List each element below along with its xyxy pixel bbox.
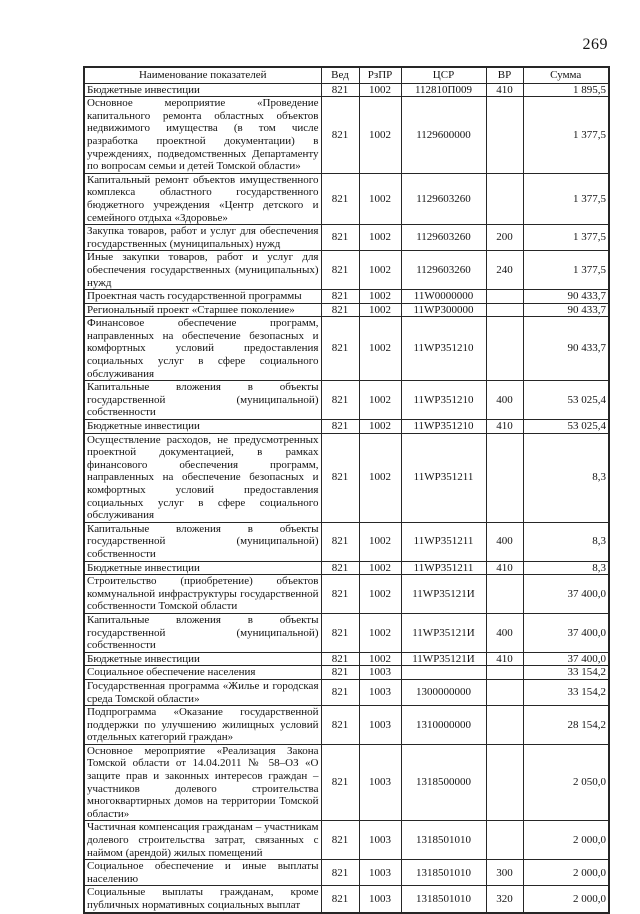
cell-summa: 2 050,0 <box>523 744 609 821</box>
cell-name: Строительство (приобретение) объектов коммунальной инфраструктуры государственной собственности Томской области <box>84 575 321 614</box>
cell-name: Бюджетные инвестиции <box>84 561 321 575</box>
cell-ved: 821 <box>321 225 359 251</box>
cell-vr <box>486 706 523 745</box>
table-header <box>84 67 609 83</box>
cell-vr: 410 <box>486 420 523 434</box>
cell-ved: 821 <box>321 666 359 680</box>
cell-rzpr: 1003 <box>359 821 401 860</box>
cell-csr: 11WP300000 <box>401 303 486 317</box>
cell-vr: 410 <box>486 652 523 666</box>
cell-rzpr: 1002 <box>359 433 401 522</box>
cell-summa: 2 000,0 <box>523 860 609 886</box>
cell-name: Бюджетные инвестиции <box>84 420 321 434</box>
cell-rzpr: 1003 <box>359 886 401 913</box>
table-row <box>84 821 609 860</box>
table-row <box>84 317 609 381</box>
cell-vr <box>486 679 523 705</box>
cell-csr: 11WP35121И <box>401 613 486 652</box>
cell-name: Финансовое обеспечение программ, направленных на обеспечение безопасных и комфортных условий предоставления социальных услуг в сфере социального обслуживания <box>84 317 321 381</box>
table-row <box>84 860 609 886</box>
cell-ved: 821 <box>321 317 359 381</box>
cell-vr: 400 <box>486 381 523 420</box>
cell-rzpr: 1002 <box>359 225 401 251</box>
cell-name: Подпрограмма «Оказание государственной поддержки по улучшению жилищных условий отдельных категорий граждан» <box>84 706 321 745</box>
table-row <box>84 433 609 522</box>
cell-summa: 37 400,0 <box>523 575 609 614</box>
cell-ved: 821 <box>321 679 359 705</box>
cell-csr: 1129603260 <box>401 173 486 224</box>
header-csr: ЦСР <box>401 67 486 83</box>
cell-vr: 410 <box>486 83 523 97</box>
cell-summa: 1 377,5 <box>523 251 609 290</box>
cell-csr: 1310000000 <box>401 706 486 745</box>
cell-rzpr: 1002 <box>359 290 401 304</box>
cell-ved: 821 <box>321 381 359 420</box>
table-row <box>84 744 609 821</box>
cell-summa: 8,3 <box>523 433 609 522</box>
cell-summa: 1 377,5 <box>523 173 609 224</box>
cell-ved: 821 <box>321 613 359 652</box>
cell-ved: 821 <box>321 744 359 821</box>
cell-vr <box>486 97 523 174</box>
cell-csr: 11WP351210 <box>401 317 486 381</box>
table-row <box>84 886 609 913</box>
cell-vr: 240 <box>486 251 523 290</box>
cell-csr: 11WP35121И <box>401 652 486 666</box>
header-name: Наименование показателей <box>84 67 321 83</box>
table-row <box>84 173 609 224</box>
cell-rzpr: 1002 <box>359 522 401 561</box>
cell-rzpr: 1002 <box>359 613 401 652</box>
table-row <box>84 666 609 680</box>
budget-table <box>83 66 610 914</box>
cell-name: Социальное обеспечение и иные выплаты населению <box>84 860 321 886</box>
cell-csr: 11W0000000 <box>401 290 486 304</box>
cell-csr: 11WP351211 <box>401 433 486 522</box>
cell-summa: 1 377,5 <box>523 225 609 251</box>
header-rzpr: РзПР <box>359 67 401 83</box>
cell-name: Проектная часть государственной программы <box>84 290 321 304</box>
cell-name: Частичная компенсация гражданам – участникам долевого строительства затрат, связанных с наймом (арендой) жилых помещений <box>84 821 321 860</box>
cell-name: Закупка товаров, работ и услуг для обеспечения государственных (муниципальных) нужд <box>84 225 321 251</box>
cell-rzpr: 1002 <box>359 251 401 290</box>
cell-ved: 821 <box>321 97 359 174</box>
table-row <box>84 679 609 705</box>
cell-name: Основное мероприятие «Проведение капитального ремонта областных объектов недвижимого имущества (в том числе разработка проектной документации) в учреждениях, подведомственных Департаменту по вопросам семьи и детей Томской области» <box>84 97 321 174</box>
table-row <box>84 522 609 561</box>
cell-rzpr: 1002 <box>359 97 401 174</box>
cell-ved: 821 <box>321 706 359 745</box>
table-row <box>84 97 609 174</box>
cell-name: Капитальные вложения в объекты государственной (муниципальной) собственности <box>84 613 321 652</box>
cell-ved: 821 <box>321 886 359 913</box>
cell-name: Региональный проект «Старшее поколение» <box>84 303 321 317</box>
cell-ved: 821 <box>321 420 359 434</box>
cell-csr: 11WP351211 <box>401 561 486 575</box>
cell-vr <box>486 173 523 224</box>
cell-vr: 300 <box>486 860 523 886</box>
cell-vr <box>486 290 523 304</box>
table-row <box>84 83 609 97</box>
header-ved: Вед <box>321 67 359 83</box>
cell-summa: 53 025,4 <box>523 381 609 420</box>
table-row <box>84 652 609 666</box>
cell-vr <box>486 303 523 317</box>
cell-summa: 53 025,4 <box>523 420 609 434</box>
table-row <box>84 613 609 652</box>
header-vr: ВР <box>486 67 523 83</box>
cell-csr: 1318500000 <box>401 744 486 821</box>
cell-rzpr: 1002 <box>359 381 401 420</box>
cell-summa: 2 000,0 <box>523 886 609 913</box>
cell-vr <box>486 744 523 821</box>
cell-ved: 821 <box>321 83 359 97</box>
cell-summa: 1 895,5 <box>523 83 609 97</box>
cell-ved: 821 <box>321 522 359 561</box>
table-row <box>84 381 609 420</box>
cell-rzpr: 1002 <box>359 575 401 614</box>
cell-ved: 821 <box>321 290 359 304</box>
cell-csr: 11WP35121И <box>401 575 486 614</box>
cell-csr: 1318501010 <box>401 886 486 913</box>
table-body <box>84 83 609 913</box>
header-row <box>84 67 609 83</box>
cell-csr: 11WP351210 <box>401 420 486 434</box>
cell-rzpr: 1002 <box>359 83 401 97</box>
table-row <box>84 303 609 317</box>
cell-summa: 33 154,2 <box>523 679 609 705</box>
table-row <box>84 575 609 614</box>
cell-vr <box>486 317 523 381</box>
cell-ved: 821 <box>321 173 359 224</box>
cell-ved: 821 <box>321 821 359 860</box>
cell-ved: 821 <box>321 575 359 614</box>
cell-name: Социальное обеспечение населения <box>84 666 321 680</box>
cell-vr <box>486 433 523 522</box>
cell-summa: 8,3 <box>523 561 609 575</box>
table-row <box>84 225 609 251</box>
cell-ved: 821 <box>321 433 359 522</box>
cell-name: Основное мероприятие «Реализация Закона Томской области от 14.04.2011 № 58–ОЗ «О защите прав и законных интересов граждан – участников долевого строительства многоквартирных домов на территории Томской области» <box>84 744 321 821</box>
cell-summa: 37 400,0 <box>523 613 609 652</box>
cell-csr: 11WP351210 <box>401 381 486 420</box>
cell-csr: 1318501010 <box>401 860 486 886</box>
cell-summa: 2 000,0 <box>523 821 609 860</box>
cell-rzpr: 1002 <box>359 173 401 224</box>
cell-summa: 90 433,7 <box>523 290 609 304</box>
cell-rzpr: 1002 <box>359 420 401 434</box>
cell-summa: 1 377,5 <box>523 97 609 174</box>
cell-name: Социальные выплаты гражданам, кроме публичных нормативных социальных выплат <box>84 886 321 913</box>
cell-rzpr: 1003 <box>359 744 401 821</box>
cell-rzpr: 1002 <box>359 652 401 666</box>
cell-vr <box>486 666 523 680</box>
header-summa: Сумма <box>523 67 609 83</box>
cell-name: Капитальные вложения в объекты государственной (муниципальной) собственности <box>84 522 321 561</box>
cell-csr: 1300000000 <box>401 679 486 705</box>
cell-rzpr: 1003 <box>359 679 401 705</box>
cell-summa: 33 154,2 <box>523 666 609 680</box>
cell-csr: 1129603260 <box>401 251 486 290</box>
table-row <box>84 290 609 304</box>
cell-rzpr: 1002 <box>359 303 401 317</box>
cell-name: Бюджетные инвестиции <box>84 83 321 97</box>
cell-name: Капитальные вложения в объекты государственной (муниципальной) собственности <box>84 381 321 420</box>
cell-vr: 400 <box>486 522 523 561</box>
cell-csr: 1129600000 <box>401 97 486 174</box>
cell-ved: 821 <box>321 652 359 666</box>
cell-vr: 320 <box>486 886 523 913</box>
cell-ved: 821 <box>321 303 359 317</box>
cell-summa: 90 433,7 <box>523 303 609 317</box>
cell-name: Иные закупки товаров, работ и услуг для обеспечения государственных (муниципальных) нужд <box>84 251 321 290</box>
cell-name: Бюджетные инвестиции <box>84 652 321 666</box>
cell-ved: 821 <box>321 561 359 575</box>
cell-rzpr: 1002 <box>359 561 401 575</box>
page-number: 269 <box>582 36 608 53</box>
cell-csr: 112810П009 <box>401 83 486 97</box>
cell-name: Осуществление расходов, не предусмотренных проектной документацией, в рамках финансового обеспечения программ, направленных на обеспечение безопасных и комфортных условий предоставления социальных услуг в сфере социального обслуживания <box>84 433 321 522</box>
cell-rzpr: 1003 <box>359 706 401 745</box>
table-row <box>84 251 609 290</box>
table-row <box>84 420 609 434</box>
cell-csr: 11WP351211 <box>401 522 486 561</box>
cell-summa: 28 154,2 <box>523 706 609 745</box>
cell-ved: 821 <box>321 251 359 290</box>
table-row <box>84 706 609 745</box>
cell-vr: 200 <box>486 225 523 251</box>
cell-csr: 1318501010 <box>401 821 486 860</box>
cell-name: Государственная программа «Жилье и городская среда Томской области» <box>84 679 321 705</box>
cell-vr: 400 <box>486 613 523 652</box>
cell-rzpr: 1002 <box>359 317 401 381</box>
cell-csr: 1129603260 <box>401 225 486 251</box>
cell-ved: 821 <box>321 860 359 886</box>
cell-csr <box>401 666 486 680</box>
cell-vr <box>486 575 523 614</box>
cell-vr <box>486 821 523 860</box>
cell-name: Капитальный ремонт объектов имущественного комплекса областного государственного бюджетного учреждения «Центр детского и семейного отдыха «Здоровье» <box>84 173 321 224</box>
cell-summa: 8,3 <box>523 522 609 561</box>
table-row <box>84 561 609 575</box>
cell-rzpr: 1003 <box>359 860 401 886</box>
cell-summa: 37 400,0 <box>523 652 609 666</box>
cell-rzpr: 1003 <box>359 666 401 680</box>
cell-vr: 410 <box>486 561 523 575</box>
cell-summa: 90 433,7 <box>523 317 609 381</box>
